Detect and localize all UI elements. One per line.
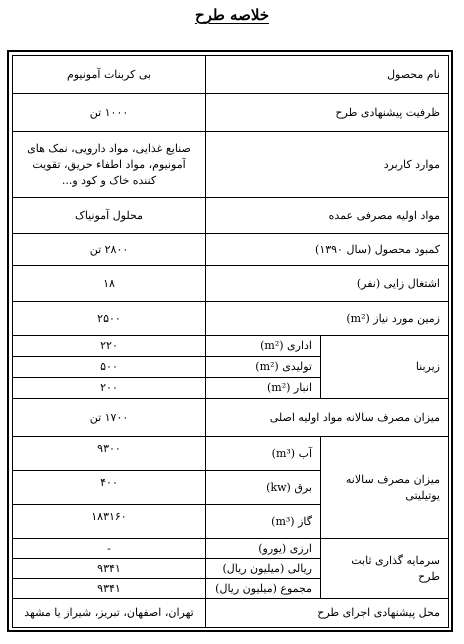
summary-table [12,55,449,628]
utility-gas-value: ۱۸۳۱۶۰ [13,505,206,539]
table-row [13,599,449,628]
investment-rial-value: ۹۳۴۱ [13,559,206,579]
investment-total-value: ۹۳۴۱ [13,579,206,599]
building-storage-value: ۲۰۰ [13,378,206,399]
capacity-label: ظرفیت پیشنهادی طرح [206,94,449,132]
investment-currency-value: - [13,539,206,559]
investment-label: سرمایه گذاری ثابت طرح [321,539,449,599]
capacity-value: ۱۰۰۰ تن [13,94,206,132]
raw-material-value: محلول آمونیاک [13,198,206,234]
table-row [13,336,449,357]
land-value: ۲۵۰۰ [13,302,206,336]
raw-consumption-value: ۱۷۰۰ تن [13,399,206,437]
summary-table-frame [7,50,453,632]
table-row [13,56,449,94]
utility-water-label: آب (m³) [206,437,321,471]
investment-total-label: مجموع (میلیون ریال) [206,579,321,599]
employment-label: اشتغال زایی (نفر) [206,266,449,302]
shortage-label: کمبود محصول (سال ۱۳۹۰) [206,234,449,266]
location-label: محل پیشنهادی اجرای طرح [206,599,449,628]
utility-electricity-label: برق (kw) [206,471,321,505]
location-value: تهران، اصفهان، تبریز، شیراز یا مشهد [13,599,206,628]
table-row [13,302,449,336]
building-label: زیربنا [321,336,449,399]
table-row [13,266,449,302]
table-row [13,198,449,234]
building-storage-label: انبار (m²) [206,378,321,399]
investment-rial-label: ریالی (میلیون ریال) [206,559,321,579]
utility-gas-label: گاز (m³) [206,505,321,539]
land-label: زمین مورد نیاز (m²) [206,302,449,336]
table-row [13,132,449,198]
utilities-label: میزان مصرف سالانه یوتیلیتی [321,437,449,539]
table-row [13,539,449,559]
product-name-label: نام محصول [206,56,449,94]
table-row [13,94,449,132]
table-row [13,234,449,266]
employment-value: ۱۸ [13,266,206,302]
page-title: خلاصه طرح [194,6,270,24]
shortage-value: ۲۸۰۰ تن [13,234,206,266]
utility-water-value: ۹۳۰۰ [13,437,206,471]
raw-consumption-label: میزان مصرف سالانه مواد اولیه اصلی [206,399,449,437]
raw-material-label: مواد اولیه مصرفی عمده [206,198,449,234]
product-name-value: بی کربنات آمونیوم [13,56,206,94]
utility-electricity-value: ۴۰۰ [13,471,206,505]
table-row [13,437,449,471]
applications-value: صنایع غذایی، مواد دارویی، نمک های آمونیوم، مواد اطفاء حریق، تقویت کننده خاک و کود و... [13,132,206,198]
building-office-value: ۲۲۰ [13,336,206,357]
building-production-value: ۵۰۰ [13,357,206,378]
applications-label: موارد کاربرد [206,132,449,198]
investment-currency-label: ارزی (یورو) [206,539,321,559]
table-row [13,399,449,437]
building-office-label: اداری (m²) [206,336,321,357]
building-production-label: تولیدی (m²) [206,357,321,378]
